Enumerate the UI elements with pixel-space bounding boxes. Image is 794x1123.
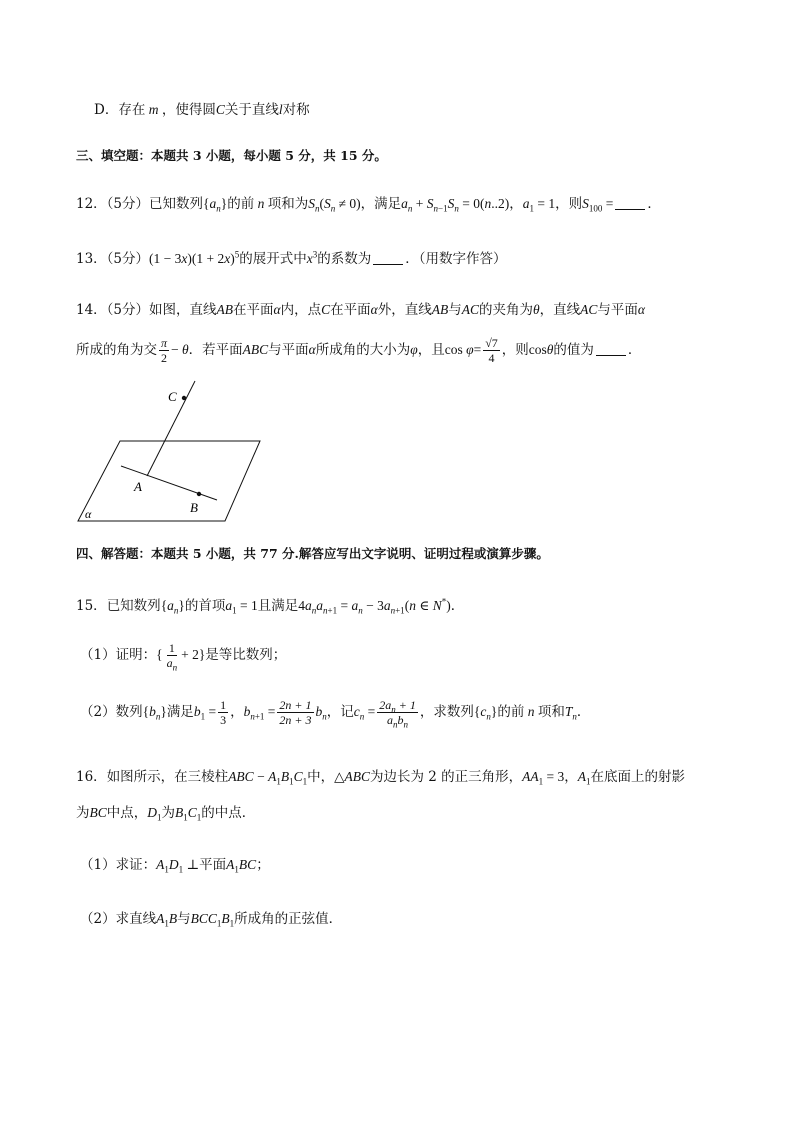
question-16-line-1: 16．如图所示，在三棱柱ABC − $A_1B_1C_1$中，△ABC为边长为 2 的正三角形，$AA_1 = 3$，$A_1$在底面上的射影 xyxy=(76,769,686,787)
label-a: A xyxy=(134,479,142,494)
label-alpha: α xyxy=(85,507,92,521)
plane-figure xyxy=(70,375,270,530)
question-12: 12．（5分）已知数列$\{a_n\}$的前 n 项和为$S_n(S_n \ne 0)$，满足$a_n + S_{n-1}S_n = 0(n..2)$，$a_1 = 1$，则$S_{100}$ = ． xyxy=(76,196,661,214)
answer-blank[interactable] xyxy=(596,343,626,356)
plane-alpha xyxy=(78,441,260,521)
question-16-part-2: （2）求直线$A_1B$与$BCC_1B_1$所成角的正弦值． xyxy=(80,911,343,929)
label-c: C xyxy=(168,389,177,404)
question-15-part-2: （2）数列$\{b_n\}$满足$b_1$ = $\frac{1}{3}$ ，$b_{n+1}$ = $\frac{2n + 1}{2n + 3}$ $b_n$，记$c_n$ = $\frac{2a_n + 1}{a_nb_n}$ ，求数列$\{c_n\}$的前 n 项和$T_n$． xyxy=(80,698,591,730)
point-b xyxy=(197,492,201,496)
answer-blank[interactable] xyxy=(373,252,403,265)
question-15-part-1: （1）证明：{ $\frac{1}{a_n}$ + 2}是等比数列； xyxy=(80,641,287,673)
question-14-line-1: 14．（5分）如图，直线AB在平面α内，点C在平面α外，直线AB与AC的夹角为θ，直线AC与平面α xyxy=(76,302,645,318)
label-b: B xyxy=(190,500,198,515)
question-15: 15．已知数列$\{a_n\}$的首项$a_1 = 1$且满足$4a_na_{n+1} = a_n - 3a_{n+1}(n$ ∈ N*)． xyxy=(76,596,465,616)
section-3-title: 三、填空题：本题共 3 小题，每小题 5 分，共 15 分。 xyxy=(76,148,387,163)
option-d: D．存在 m ，使得圆C关于直线l对称 xyxy=(94,102,310,118)
question-16-line-2: 为BC中点，$D_1$为$B_1C_1$的中点． xyxy=(76,805,256,823)
answer-blank[interactable] xyxy=(615,197,645,210)
question-14-line-2: 所成的角为交 $\frac{\pi}{2}$ − θ．若平面ABC与平面α所成角的大小为φ，且cos φ= $\frac{√7}{4}$ ，则cosθ的值为 ． xyxy=(76,336,642,365)
point-c xyxy=(182,396,186,400)
question-16-part-1: （1）求证：$A_1D_1$ ⊥平面$A_1BC$； xyxy=(80,857,270,875)
section-4-title: 四、解答题：本题共 5 小题，共 77 分.解答应写出文字说明、证明过程或演算步骤。 xyxy=(76,546,549,561)
question-13: 13．（5分）$(1 - 3x)(1 + 2x)^5$的展开式中$x^3$的系数为 ．（用数字作答） xyxy=(76,249,507,267)
option-d-label: D． xyxy=(94,102,119,118)
